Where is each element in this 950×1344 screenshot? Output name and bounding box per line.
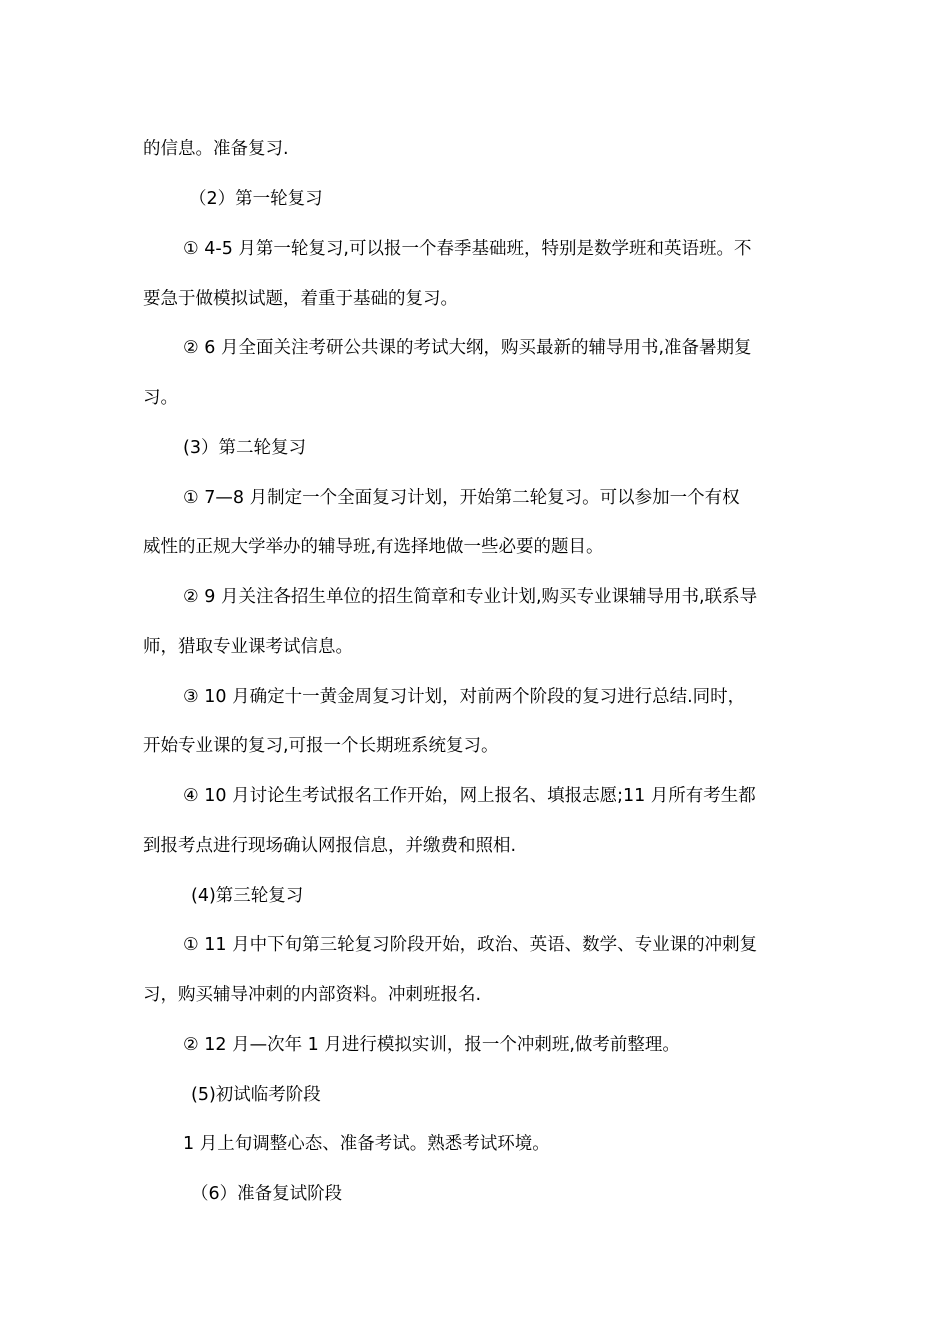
section-heading: （2）第一轮复习 <box>189 189 323 209</box>
paragraph-line: 的信息。准备复习. <box>143 139 289 159</box>
paragraph-line: ② 12 月—次年 1 月进行模拟实训，报一个冲刺班,做考前整理。 <box>183 1035 680 1055</box>
paragraph-line: 要急于做模拟试题，着重于基础的复习。 <box>143 289 458 309</box>
paragraph-line: 师，猎取专业课考试信息。 <box>143 637 353 657</box>
section-heading: (5)初试临考阶段 <box>191 1085 321 1105</box>
section-heading: (3）第二轮复习 <box>183 438 306 458</box>
paragraph-line: ② 6 月全面关注考研公共课的考试大纲，购买最新的辅导用书,准备暑期复 <box>183 338 752 358</box>
paragraph-line: 习。 <box>143 388 178 408</box>
paragraph-line: ① 4-5 月第一轮复习,可以报一个春季基础班，特别是数学班和英语班。不 <box>183 239 752 259</box>
paragraph-line: 到报考点进行现场确认网报信息，并缴费和照相. <box>143 836 517 856</box>
section-heading: (4)第三轮复习 <box>191 886 304 906</box>
paragraph-line: ④ 10 月讨论生考试报名工作开始，网上报名、填报志愿;11 月所有考生都 <box>183 786 756 806</box>
section-heading: （6）准备复试阶段 <box>191 1184 343 1204</box>
paragraph-line: ③ 10 月确定十一黄金周复习计划，对前两个阶段的复习进行总结.同时， <box>183 687 746 707</box>
paragraph-line: 威性的正规大学举办的辅导班,有选择地做一些必要的题目。 <box>143 537 604 557</box>
paragraph-line: 1 月上旬调整心态、准备考试。熟悉考试环境。 <box>183 1134 550 1154</box>
paragraph-line: ① 11 月中下旬第三轮复习阶段开始，政治、英语、数学、专业课的冲刺复 <box>183 935 758 955</box>
paragraph-line: ① 7—8 月制定一个全面复习计划，开始第二轮复习。可以参加一个有权 <box>183 488 740 508</box>
paragraph-line: 习，购买辅导冲刺的内部资料。冲刺班报名. <box>143 985 482 1005</box>
paragraph-line: 开始专业课的复习,可报一个长期班系统复习。 <box>143 736 499 756</box>
paragraph-line: ② 9 月关注各招生单位的招生简章和专业计划,购买专业课辅导用书,联系导 <box>183 587 758 607</box>
